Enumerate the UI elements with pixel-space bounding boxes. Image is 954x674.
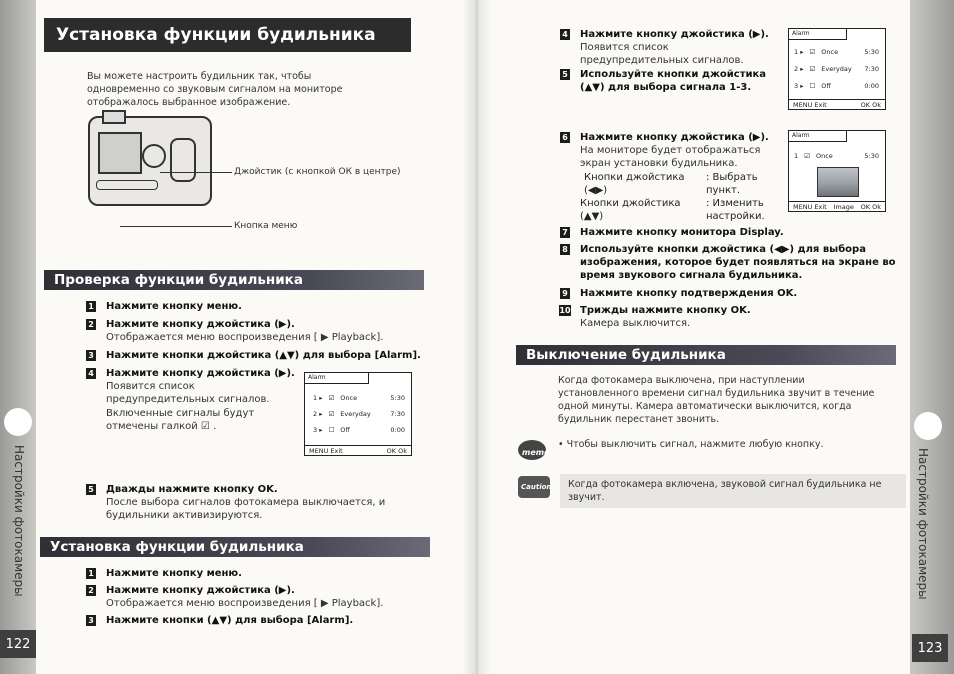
joystick-lr-label: Кнопки джойстика (◀▶) (584, 171, 685, 196)
lcd-ok: OK Ok (386, 446, 407, 455)
step-number: 4 (86, 368, 96, 379)
step-text: Отображается меню воспроизведения [ ▶ Playback]. (106, 598, 384, 610)
left-page (0, 0, 476, 674)
joystick-ud-value: : Изменить настройки. (706, 198, 765, 223)
step-number: 7 (560, 227, 570, 238)
lcd-row-id: 3 ▸ (313, 426, 323, 434)
left-tab-marker (4, 408, 32, 436)
memo-icon (516, 438, 550, 464)
step-heading: Нажмите кнопки (▲▼) для выбора [Alarm]. (106, 615, 354, 626)
step-heading: Нажмите кнопку монитора Display. (580, 227, 784, 238)
lcd-ok: OK Ok (860, 202, 881, 211)
lcd-title: Alarm (789, 29, 847, 40)
step-number: 6 (560, 132, 570, 143)
set-step-6 (580, 131, 776, 223)
check-step-3 (106, 349, 426, 362)
page-number-right: 123 (912, 634, 948, 662)
step-number: 1 (86, 568, 96, 579)
section-set-title: Установка функции будильника (40, 537, 430, 557)
step-text: Отображается меню воспроизведения [ ▶ Playback]. (106, 332, 384, 344)
step-heading: Нажмите кнопку меню. (106, 301, 242, 312)
lcd-row-mode: Everyday (340, 410, 371, 418)
page-title: Установка функции будильника (44, 18, 411, 52)
check-step-4 (106, 367, 296, 433)
lcd-row (794, 151, 879, 161)
lcd-row-mode: Off (821, 82, 831, 90)
step-heading: Нажмите кнопку джойстика (▶). (106, 368, 295, 379)
caution-text: Когда фотокамера включена, звуковой сигнал будильника не звучит. (560, 474, 906, 508)
lcd-row-time: 0:00 (864, 82, 879, 90)
checkbox-icon: ☑ (328, 410, 335, 418)
camera-viewfinder (102, 110, 126, 124)
set-step-10 (580, 304, 900, 330)
left-side-tab-text: Настройки фотокамеры (12, 445, 26, 597)
page-number-left: 122 (0, 630, 36, 658)
lcd-ok: OK Ok (860, 100, 881, 109)
step-number: 8 (560, 244, 570, 255)
step-text: Камера выключится. (580, 318, 691, 330)
step-number: 5 (560, 69, 570, 80)
lcd-row-mode: Once (340, 394, 358, 402)
step-text: Появится список предупредительных сигналов. (580, 42, 744, 67)
menu-button-callout: Кнопка меню (234, 221, 298, 231)
checkbox-icon: ☑ (804, 152, 810, 160)
step-number: 1 (86, 301, 96, 312)
step-heading: Используйте кнопки джойстика (◀▶) для выбора изображения, которое будет появляться на экране во время звукового сигнала будильника. (580, 244, 896, 282)
set-step-1 (106, 567, 406, 580)
set-step-7 (580, 226, 900, 239)
lcd-row-time: 5:30 (864, 152, 879, 160)
set-step-3 (106, 614, 426, 627)
lcd-image: Image (833, 202, 854, 211)
book-gutter (462, 0, 492, 674)
lcd-footer (789, 201, 885, 211)
checkbox-empty-icon: ☐ (809, 82, 816, 90)
check-step-2 (106, 318, 416, 344)
joystick-lr-value: : Выбрать пункт. (706, 171, 758, 196)
lcd-row-time: 5:30 (864, 48, 879, 56)
lcd-row-time: 5:30 (390, 394, 405, 402)
step-text: После выбора сигналов фотокамера выключается, и будильники активизируются. (106, 497, 386, 522)
step-heading: Используйте кнопки джойстика (▲▼) для выбора сигнала 1-3. (580, 69, 767, 94)
caution-icon-label: Caution (521, 483, 552, 491)
step-heading: Нажмите кнопку меню. (106, 568, 242, 579)
step-number: 3 (86, 350, 96, 361)
camera-grip (170, 138, 196, 182)
preview-image-thumbnail (817, 167, 859, 197)
alarm-lcd-setup (788, 130, 886, 212)
lcd-row (794, 64, 879, 74)
set-step-9 (580, 287, 900, 300)
right-page (476, 0, 954, 674)
lcd-row-mode: Once (815, 152, 833, 160)
lcd-row (313, 425, 405, 435)
check-step-5 (106, 483, 406, 523)
joystick-ud-label: Кнопки джойстика (▲▼) (580, 198, 681, 223)
lcd-row-id: 1 ▸ (313, 394, 323, 402)
menu-button-icon (96, 180, 158, 190)
lcd-footer (305, 445, 411, 455)
joystick-ud-line (580, 197, 776, 223)
step-heading: Нажмите кнопку джойстика (▶). (580, 132, 769, 143)
lcd-row-time: 7:30 (864, 65, 879, 73)
lcd-row-mode: Everyday (821, 65, 852, 73)
set-step-4 (580, 28, 780, 68)
check-step-1 (106, 300, 406, 313)
step-number: 9 (560, 288, 570, 299)
joystick-lr-line (584, 171, 776, 197)
lcd-row (313, 393, 405, 403)
checkbox-icon: ☑ (809, 48, 816, 56)
camera-illustration (88, 116, 212, 206)
lcd-row-id: 2 ▸ (313, 410, 323, 418)
step-number: 5 (86, 484, 96, 495)
step-number: 4 (560, 29, 570, 40)
lcd-row (794, 81, 879, 91)
lcd-footer (789, 99, 885, 109)
step-heading: Нажмите кнопку джойстика (▶). (106, 585, 295, 596)
lcd-exit: MENU Exit (793, 202, 827, 211)
lcd-row-mode: Once (821, 48, 839, 56)
caution-icon (516, 474, 552, 502)
section-off-text: Когда фотокамера выключена, при наступлении установленного времени сигнал будильника звучит в течение одной минуты. Камера автоматически выключится, когда будильник перестанет звонить. (558, 375, 875, 425)
intro-text: Вы можете настроить будильник так, чтобы одновременно со звуковым сигналом на мониторе отображалось выбранное изображение. (87, 71, 343, 108)
lcd-title: Alarm (305, 373, 369, 384)
alarm-lcd-list (788, 28, 886, 110)
lcd-row-id: 3 ▸ (794, 82, 804, 90)
step-text: На мониторе будет отображаться экран установки будильника. (580, 145, 761, 170)
right-side-tab-text: Настройки фотокамеры (916, 448, 930, 600)
lcd-row-id: 1 ▸ (794, 48, 804, 56)
set-step-2 (106, 584, 426, 610)
lcd-row-id: 2 ▸ (794, 65, 804, 73)
right-tab-marker (914, 412, 942, 440)
step-heading: Нажмите кнопку подтверждения OK. (580, 288, 798, 299)
lcd-exit: MENU Exit (309, 446, 343, 455)
step-heading: Дважды нажмите кнопку OK. (106, 484, 278, 495)
set-step-5 (580, 68, 780, 94)
step-number: 10 (559, 306, 571, 315)
lcd-row-id: 1 (794, 152, 799, 160)
checkbox-icon: ☑ (809, 65, 816, 73)
lcd-exit: MENU Exit (793, 100, 827, 109)
step-number: 2 (86, 319, 96, 330)
menu-leader (120, 226, 232, 227)
memo-icon-label: memo (522, 448, 550, 457)
lcd-title: Alarm (789, 131, 847, 142)
camera-screen (98, 132, 142, 174)
lcd-row-time: 0:00 (390, 426, 405, 434)
step-number: 3 (86, 615, 96, 626)
joystick-leader (160, 172, 232, 173)
step-heading: Трижды нажмите кнопку OK. (580, 305, 751, 316)
step-text: Появится список предупредительных сигналов. Включенные сигналы будут отмечены галкой ☑ . (106, 381, 270, 432)
set-step-8 (580, 243, 900, 283)
lcd-row (794, 47, 879, 57)
section-check-title: Проверка функции будильника (44, 270, 424, 290)
joystick-icon (142, 144, 166, 168)
alarm-lcd-left (304, 372, 412, 456)
step-heading: Нажмите кнопки джойстика (▲▼) для выбора [Alarm]. (106, 350, 421, 361)
section-off-title: Выключение будильника (516, 345, 896, 365)
joystick-callout: Джойстик (с кнопкой ОК в центре) (234, 167, 401, 177)
memo-text: • Чтобы выключить сигнал, нажмите любую кнопку. (558, 439, 824, 450)
step-heading: Нажмите кнопку джойстика (▶). (106, 319, 295, 330)
step-number: 2 (86, 585, 96, 596)
lcd-row (313, 409, 405, 419)
checkbox-icon: ☑ (328, 394, 335, 402)
lcd-row-mode: Off (340, 426, 350, 434)
lcd-row-time: 7:30 (390, 410, 405, 418)
step-heading: Нажмите кнопку джойстика (▶). (580, 29, 769, 40)
checkbox-empty-icon: ☐ (328, 426, 335, 434)
